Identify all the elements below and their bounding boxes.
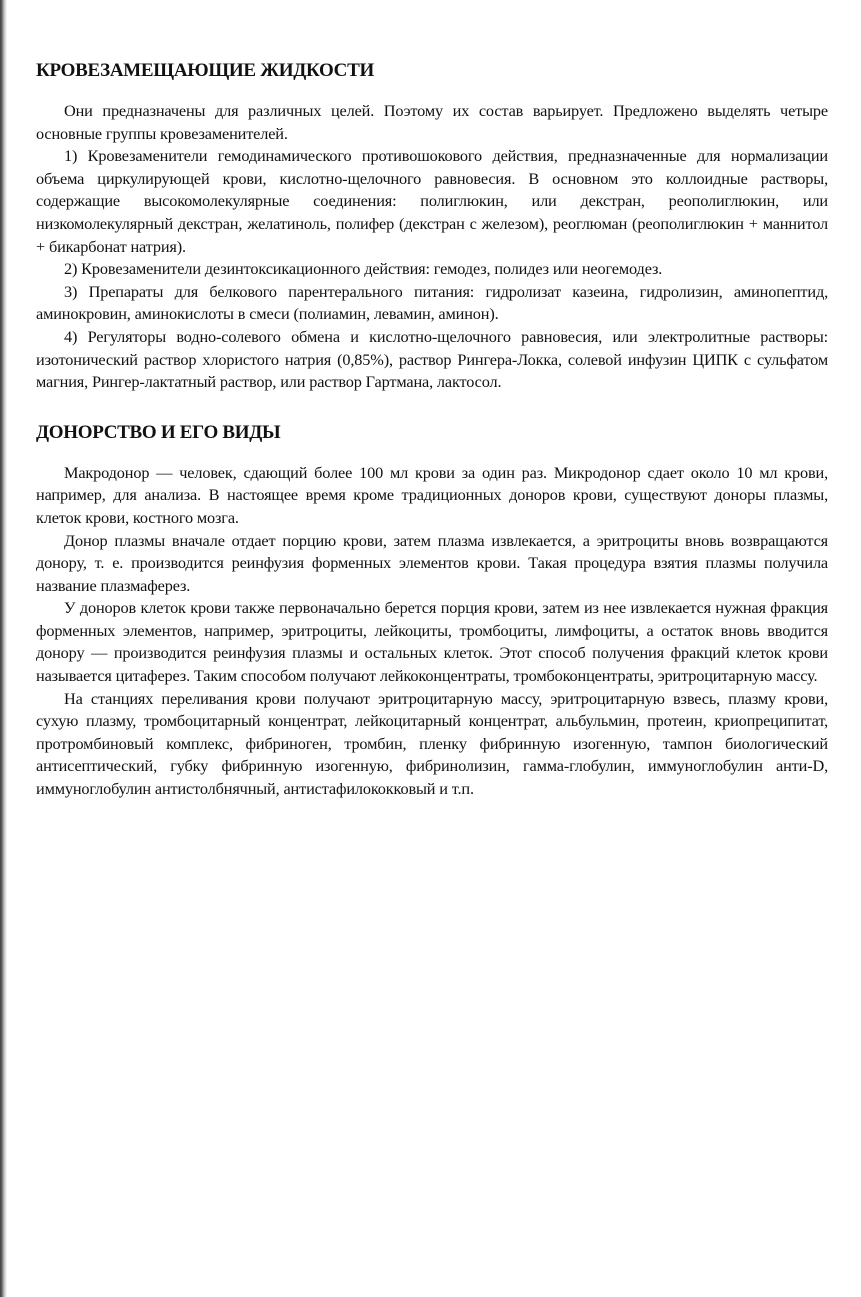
document-page (36, 58, 828, 801)
paragraph-plasma-donor: Донор плазмы вначале отдает порцию крови, затем плазма извлекается, а эритроциты вновь возвращаются донору, т. е. производится реинфузия форменных элементов крови. Такая процедура взятия плазмы получила название плазмаферез. (36, 530, 828, 595)
paragraph-macrodonor: Макродонор — человек, сдающий более 100 мл крови за один раз. Микродонор сдает около 10 мл крови, например, для анализа. В настоящее время кроме традиционных доноров крови, существуют доноры плазмы, клеток крови, костного мозга. (36, 462, 828, 527)
paragraph-group-3: 3) Препараты для белкового парентерального питания: гидролизат казеина, гидролизин, аминопептид, аминокровин, аминокислоты в смеси (полиамин, левамин, аминон). (36, 281, 828, 324)
paragraph-group-4: 4) Регуляторы водно-солевого обмена и кислотно-щелочного равновесия, или электролитные растворы: изотонический раствор хлористого натрия (0,85%), раствор Рингера-Локка, солевой инфузин ЦИПК с сульфатом магния, Рингер-лактатный раствор, или раствор Гартмана, лактосол. (36, 326, 828, 392)
paragraph-intro: Они предназначены для различных целей. Поэтому их состав варьирует. Предложено выделять четыре основные группы кровезаменителей. (36, 101, 828, 143)
section-blood-substitutes (36, 58, 828, 394)
scan-edge-shadow (0, 0, 7, 1297)
section-title-donorship: ДОНОРСТВО И ЕГО ВИДЫ (36, 421, 281, 443)
paragraph-group-1: 1) Кровезаменители гемодинамического противошокового действия, предназначенные для нормализации объема циркулирующей крови, кислотно-щелочного равновесия. В основном это коллоидные растворы, содержащие высокомолекулярные соединения: полиглюкин, или декстран, реополиглюкин, или низкомолекулярный декстран, желатиноль, полифер (декстран с железом), реоглюман (реополиглюкин + маннитол + бикарбонат натрия). (36, 146, 828, 256)
section-title-blood-substitutes: КРОВЕЗАМЕЩАЮЩИЕ ЖИДКОСТИ (36, 60, 374, 81)
paragraph-transfusion-stations: На станциях переливания крови получают эритроцитарную массу, эритроцитарную взвесь, плазму крови, сухую плазму, тромбоцитарный концентрат, лейкоцитарный концентрат, альбульмин, протеин, криопреципитат, протромбиновый комплекс, фибриноген, тромбин, пленку фибринную изогенную, тампон биологический антисептический, губку фибринную изогенную, фибринолизин, гамма-глобулин, иммуноглобулин анти-D, иммуноглобулин антистолбнячный, антистафилококковый и т.п. (36, 688, 828, 799)
paragraph-cell-donor: У доноров клеток крови также первоначально берется порция крови, затем из нее извлекается нужная фракция форменных элементов, например, эритроциты, лейкоциты, тромбоциты, лимфоциты, а остаток вновь вводится донору — производится реинфузия плазмы и остальных клеток. Этот способ получения фракций клеток крови называется цитаферез. Таким способом получают лейкоконцентраты, тромбоконцентраты, эритроцитарную массу. (36, 598, 828, 686)
paragraph-group-2: 2) Кровезаменители дезинтоксикационного действия: гемодез, полидез или неогемодез. (64, 259, 663, 279)
section-donorship (36, 420, 828, 801)
